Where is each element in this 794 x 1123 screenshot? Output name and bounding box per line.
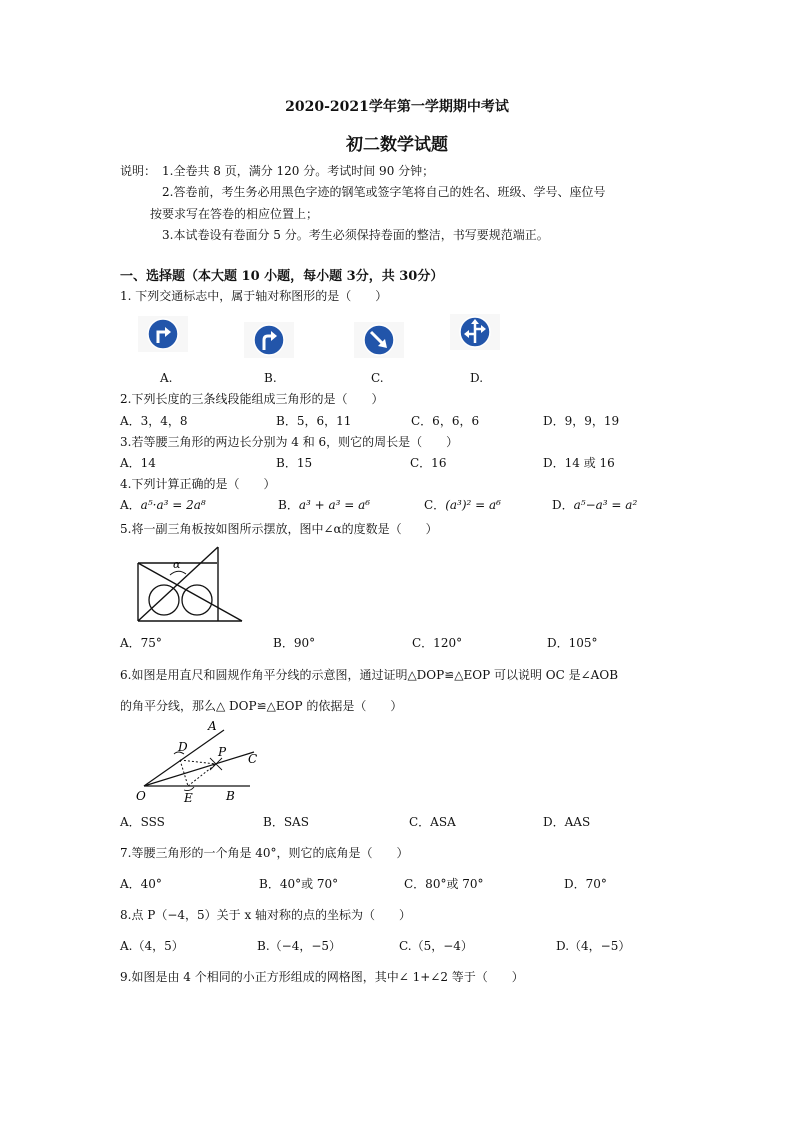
q1-sign-b — [244, 322, 294, 358]
q7-option-c: C．80°或 70° — [404, 877, 484, 891]
q4-option-c-expr: (a³)² = a⁶ — [445, 498, 501, 512]
q5-angle-arc — [170, 571, 186, 575]
q8-option-c: C.（5，−4） — [399, 939, 473, 953]
q6-ray-oa — [144, 730, 224, 786]
q5-option-a: A．75° — [120, 636, 162, 650]
turn-right-sign-icon — [244, 322, 294, 358]
q4-option-d-label: D． — [552, 498, 574, 512]
q6-stem-line-1: 6.如图是用直尺和圆规作角平分线的示意图，通过证明△DOP≌△EOP 可以说明 OC 是∠AOB — [120, 668, 619, 682]
q5-set-squares-figure — [134, 545, 246, 625]
q2-option-b: B．5，6，11 — [276, 414, 352, 428]
q7-stem: 7.等腰三角形的一个角是 40°，则它的底角是（ ） — [120, 846, 409, 860]
q8-option-b: B.（−4，−5） — [257, 939, 342, 953]
q6-option-b: B．SAS — [263, 815, 309, 829]
q4-option-b-expr: a³ + a³ = a⁶ — [298, 498, 371, 512]
q6-label-c: C — [248, 752, 258, 766]
q2-option-a: A．3，4，8 — [120, 414, 188, 428]
q6-option-d: D．AAS — [543, 815, 591, 829]
q5-circle — [149, 585, 179, 615]
instructions-lead: 说明： — [120, 164, 157, 178]
q9-stem: 9.如图是由 4 个相同的小正方形组成的网格图，其中∠ 1+∠2 等于（ ） — [120, 970, 524, 984]
q8-option-a: A.（4，5） — [120, 939, 184, 953]
q3-option-c: C．16 — [410, 456, 447, 470]
q6-option-c: C．ASA — [409, 815, 456, 829]
q5-edge — [138, 563, 242, 621]
q4-stem: 4.下列计算正确的是（ ） — [120, 477, 276, 491]
instruction-line-2: 2.答卷前，考生务必用黑色字迹的钢笔或签字笔将自己的姓名、班级、学号、座位号 — [162, 185, 606, 199]
q6-ray-oc — [144, 752, 254, 786]
q8-option-d: D.（4，−5） — [556, 939, 631, 953]
q7-option-d: D．70° — [564, 877, 607, 891]
q1-option-b: B. — [264, 371, 277, 385]
q7-option-b: B．40°或 70° — [259, 877, 339, 891]
instruction-line-4: 3.本试卷设有卷面分 5 分。考生必须保持卷面的整洁，书写要规范端正。 — [162, 228, 549, 242]
q3-stem: 3.若等腰三角形的两边长分别为 4 和 6，则它的周长是（ ） — [120, 435, 459, 449]
q3-option-b: B．15 — [276, 456, 313, 470]
q4-option-b — [278, 496, 370, 513]
q5-alpha-label: α — [173, 558, 181, 571]
q1-option-a: A. — [160, 371, 173, 385]
q6-label-o: O — [136, 789, 146, 803]
section-heading: 一、选择题（本大题 10 小题，每小题 3分，共 30分） — [120, 269, 444, 284]
q5-circle — [182, 585, 212, 615]
q1-sign-a — [138, 316, 188, 352]
q5-option-d: D．105° — [547, 636, 598, 650]
keep-right-diagonal-sign-icon — [354, 322, 404, 358]
q5-option-c: C．120° — [412, 636, 463, 650]
q4-option-b-label: B． — [278, 498, 299, 512]
q6-label-d: D — [178, 740, 188, 754]
q2-option-d: D．9，9，19 — [543, 414, 620, 428]
q4-option-a-expr: a⁵·a³ = 2a⁸ — [140, 498, 206, 512]
q1-option-d: D. — [470, 371, 484, 385]
q4-option-d-expr: a⁵−a³ = a² — [573, 498, 638, 512]
q3-option-a: A．14 — [120, 456, 156, 470]
q6-angle-bisector-figure — [132, 716, 266, 808]
q4-option-d — [552, 496, 637, 513]
q2-stem: 2.下列长度的三条线段能组成三角形的是（ ） — [120, 392, 384, 406]
q6-stem-line-2: 的角平分线，那么△ DOP≌△EOP 的依据是（ ） — [120, 699, 403, 713]
q1-stem: 1. 下列交通标志中，属于轴对称图形的是（ ） — [120, 289, 388, 303]
q6-label-a: A — [208, 719, 217, 733]
exam-subtitle: 初二数学试题 — [346, 135, 448, 155]
q6-segment-dp — [180, 760, 216, 764]
q5-option-b: B．90° — [273, 636, 316, 650]
q5-stem: 5.将一副三角板按如图所示摆放，图中∠α的度数是（ ） — [120, 522, 438, 536]
q4-option-c-label: C． — [424, 498, 446, 512]
q6-label-b: B — [226, 789, 235, 803]
q7-option-a: A．40° — [120, 877, 162, 891]
q6-label-e: E — [184, 791, 193, 805]
q2-option-c: C．6，6，6 — [411, 414, 480, 428]
q1-sign-d — [450, 314, 500, 350]
q4-option-a — [120, 496, 206, 513]
q1-sign-c — [354, 322, 404, 358]
q6-label-p: P — [218, 745, 227, 759]
instruction-line-1: 1.全卷共 8 页，满分 120 分。考试时间 90 分钟； — [162, 164, 435, 178]
q4-option-a-label: A． — [120, 498, 141, 512]
q1-option-c: C. — [371, 371, 384, 385]
q3-option-d: D．14 或 16 — [543, 456, 615, 470]
q6-option-a: A．SSS — [120, 815, 165, 829]
intersection-arrows-sign-icon — [450, 314, 500, 350]
turn-right-sign-icon — [138, 316, 188, 352]
q8-stem: 8.点 P（−4，5）关于 x 轴对称的点的坐标为（ ） — [120, 908, 412, 922]
q6-segment-ep — [188, 764, 216, 786]
exam-title: 2020-2021学年第一学期期中考试 — [285, 99, 509, 115]
instruction-line-3: 按要求写在答卷的相应位置上； — [150, 207, 319, 221]
q4-option-c — [424, 496, 501, 513]
